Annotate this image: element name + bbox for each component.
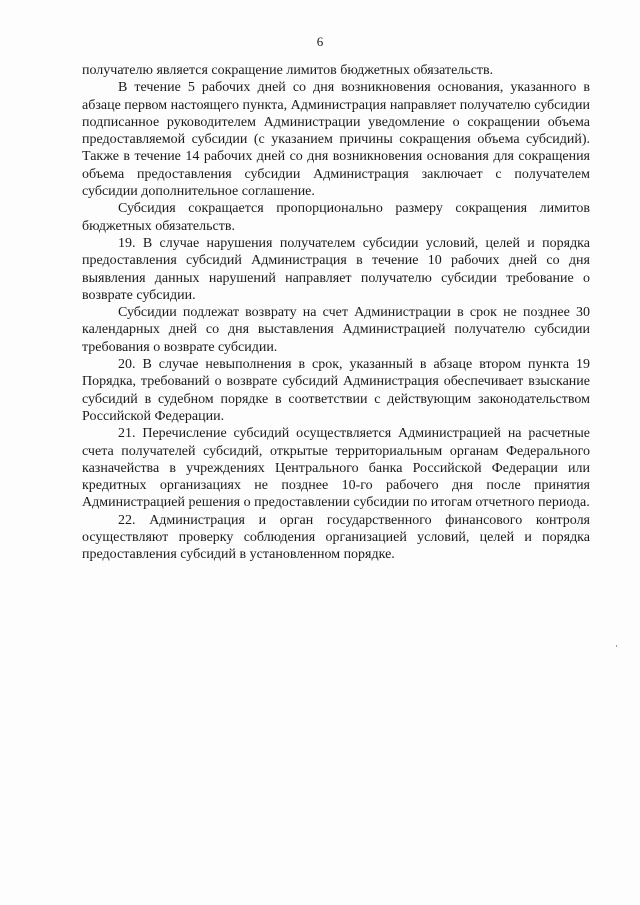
paragraph-continuation: получателю является сокращение лимитов бюджетных обязательств. (82, 63, 494, 78)
paragraph-proportional-reduction: Субсидия сокращается пропорционально размеру сокращения лимитов бюджетных обязательств. (82, 201, 590, 234)
paragraph-refund-deadline: Субсидии подлежат возврату на счет Администрации в срок не позднее 30 календарных дней со дня выставления Администрацией получателю субсидии требования о возврате субсидии. (82, 305, 590, 355)
scan-speck (616, 645, 617, 647)
document-body (82, 62, 590, 564)
paragraph-item-22: 22. Администрация и орган государственного финансового контроля осуществляют проверку соблюдения организацией условий, целей и порядка предоставления субсидий в установленном порядке. (82, 512, 590, 563)
paragraph-reduction-notice: В течение 5 рабочих дней со дня возникновения основания, указанного в абзаце первом настоящего пункта, Администрация направляет получателю субсидии подписанное руководителем Администрации уведомление о сокращении объема предоставляемой субсидии (с указанием причины сокращения объема субсидий). Также в течение 14 рабочих дней со дня возникновения основания для сокращения объема предоставления субсидии Администрация заключает с получателем субсидии дополнительное соглашение. (82, 80, 590, 200)
page-number: 6 (316, 34, 324, 49)
paragraph-item-20: 20. В случае невыполнения в срок, указанный в абзаце втором пункта 19 Порядка, требований о возврате субсидий Администрация обеспечивает взыскание субсидий в судебном порядке в соответствии с действующим законодательством Российской Федерации. (82, 357, 590, 424)
paragraph-item-21: 21. Перечисление субсидий осуществляется Администрацией на расчетные счета получателей субсидий, открытые территориальным органам Федерального казначейства в учреждениях Центрального банка Российской Федерации или кредитных организациях не позднее 10-го рабочего дня после принятия Администрацией решения о предоставлении субсидии по итогам отчетного периода. (82, 426, 590, 511)
paragraph-item-19: 19. В случае нарушения получателем субсидии условий, целей и порядка предоставления субсидий Администрация в течение 10 рабочих дней со дня выявления данных нарушений направляет получателю субсидии требование о возврате субсидии. (82, 235, 590, 303)
